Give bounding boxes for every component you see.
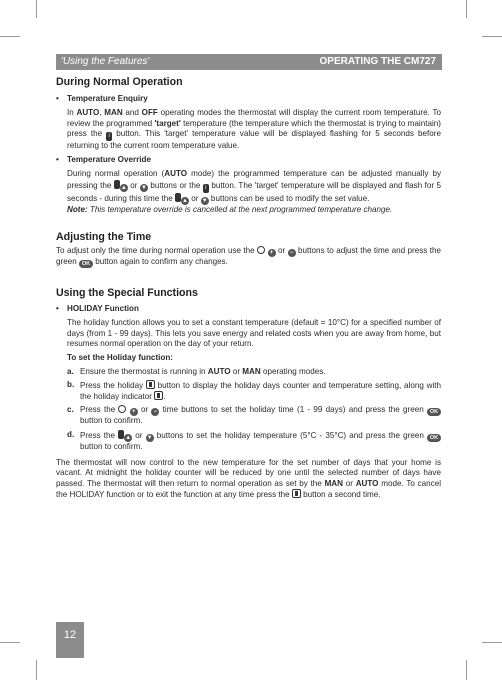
clock-icon (118, 405, 126, 413)
minus-icon: − (151, 408, 159, 416)
note-label: Note: (67, 204, 88, 214)
subheading-temperature-enquiry (56, 94, 441, 104)
crop-mark (466, 660, 467, 680)
holiday-indicator-icon (154, 391, 163, 400)
crop-mark (36, 0, 37, 18)
header-section-name: 'Using the Features' (61, 56, 150, 67)
bullet: • (56, 94, 59, 103)
up-arrow-icon: ▲ (182, 197, 188, 204)
step-d: d. Press the ▲ or ▼ buttons to set the holiday temperature (5°C - 35°C) and press the green OK button to confirm. (56, 430, 441, 452)
ok-button-icon: OK (427, 434, 441, 442)
section-title-adjusting-time: Adjusting the Time (56, 231, 152, 244)
down-arrow-icon: ▼ (146, 434, 153, 441)
bullet: • (56, 155, 59, 165)
info-button-icon: i (203, 184, 209, 193)
subheading-label: Temperature Override (67, 155, 151, 165)
minus-icon: − (288, 249, 296, 257)
up-arrow-icon: ▲ (120, 184, 127, 191)
crop-mark (482, 642, 502, 643)
step-a: a. Ensure the thermostat is running in AUTO or MAN operating modes. (67, 366, 326, 376)
set-holiday-heading: To set the Holiday function: (67, 353, 173, 363)
up-arrow-icon: ▲ (125, 434, 132, 441)
paragraph-temperature-override: During normal operation (AUTO mode) the programmed temperature can be adjusted manually by pressing the ▲ or ▼ buttons or the i button. The 'target' temperature will be displayed and flash for 5 seconds - during this time the ▲ or ▼ buttons can be used to modify the set value. Note: This temperature override is cancelled at the next programmed temperature change. (67, 169, 442, 214)
section-title-normal-operation: During Normal Operation (56, 76, 183, 88)
step-b: b. Press the holiday button to display the holiday days counter and temperature setting, along with the holiday indicator . (67, 379, 442, 402)
plus-icon: + (268, 249, 276, 257)
thermometer-icon (114, 180, 120, 189)
clock-icon (257, 246, 265, 254)
ok-button-icon: OK (427, 408, 441, 416)
down-arrow-icon: ▼ (201, 197, 208, 204)
paragraph-holiday-function: The holiday function allows you to set a constant temperature (default = 10°C) for a specified number of days (from 1 - 99 days). This lets you save energy and related costs when you are away from home, but resumes normal operation on the day of your return. (67, 318, 441, 348)
section-title-special-functions: Using the Special Functions (56, 287, 198, 300)
page-number: 12 (56, 622, 84, 658)
subheading-label: HOLIDAY Function (67, 304, 139, 314)
note-text: This temperature override is cancelled at the next programmed temperature change. (87, 204, 393, 214)
crop-mark (36, 660, 37, 680)
subheading-holiday-function (56, 304, 441, 314)
plus-icon: + (130, 408, 138, 416)
crop-mark (0, 36, 20, 37)
down-arrow-icon: ▼ (140, 184, 147, 191)
paragraph-holiday-summary: The thermostat will now control to the new temperature for the set number of days that your home is vacant. At midnight the holiday counter will be reduced by one until the selected number of days have passed. The thermostat will then return to normal operation as set by the MAN or AUTO mode. To cancel the HOLIDAY function or to exit the function at any time press the button a second time. (56, 458, 442, 499)
step-c: c. Press the + or − time buttons to set the holiday time (1 - 99 days) and press the green OK button to confirm. (56, 405, 441, 426)
info-button-icon: i (106, 132, 112, 141)
crop-mark (0, 642, 20, 643)
paragraph-adjusting-time: To adjust only the time during normal operation use the + or − buttons to adjust the time and press the green OK button again to confirm any changes. (56, 246, 442, 268)
crop-mark (466, 0, 467, 18)
header-bar (56, 54, 442, 70)
subheading-temperature-override (56, 155, 441, 165)
subheading-label: Temperature Enquiry (67, 94, 148, 103)
ok-button-icon: OK (79, 260, 93, 268)
page-content (56, 76, 441, 500)
bullet: • (56, 304, 59, 314)
header-chapter-title: OPERATING THE CM727 (319, 56, 436, 67)
holiday-icon (146, 380, 155, 389)
holiday-icon (292, 489, 301, 498)
paragraph-temperature-enquiry: In AUTO, MAN and OFF operating modes the thermostat will display the current room temperature. To review the programmed 'target' temperature (the temperature which the thermostat is trying to maintain) press the i button. This 'target' temperature value will be displayed flashing for 5 seconds before returning to the current room temperature value. (67, 108, 442, 150)
crop-mark (482, 36, 502, 37)
